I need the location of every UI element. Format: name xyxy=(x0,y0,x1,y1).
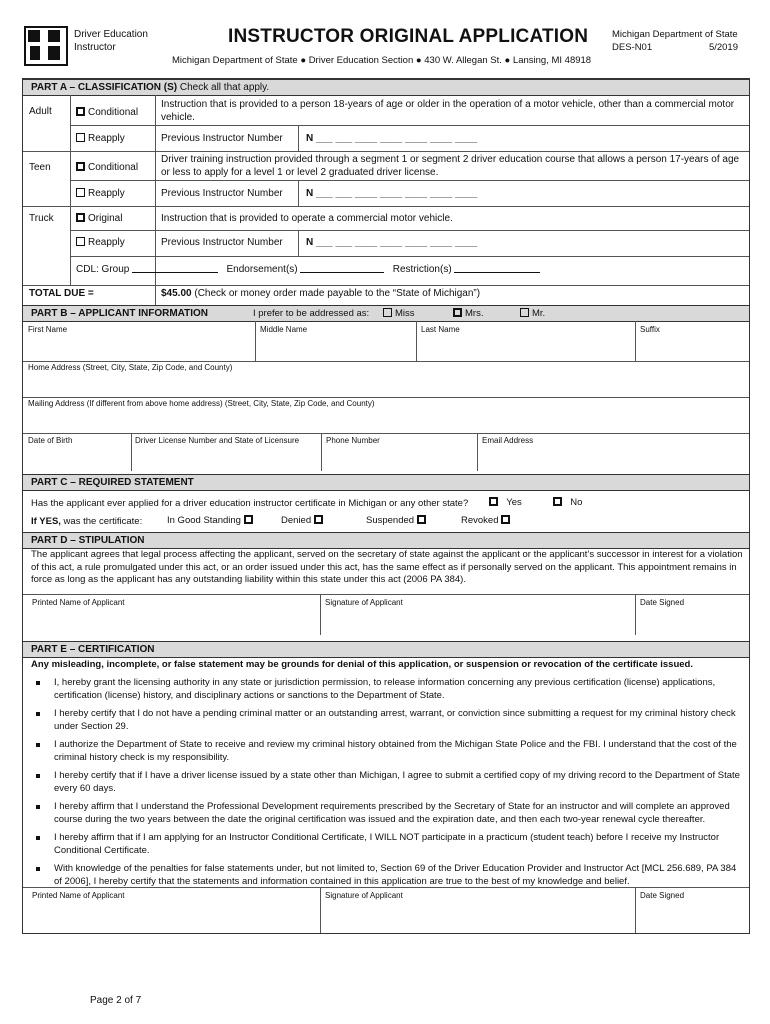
bullet-icon xyxy=(36,681,40,685)
phone-number-field[interactable]: Phone Number xyxy=(326,436,380,445)
checkbox-icon xyxy=(553,497,562,506)
bullet-icon xyxy=(36,712,40,716)
teen-reapply-checkbox[interactable]: Reapply xyxy=(76,188,125,199)
form-date: 5/2019 xyxy=(708,42,738,53)
part-d-printed-name-field[interactable]: Printed Name of Applicant xyxy=(32,598,125,607)
total-due-label: TOTAL DUE = xyxy=(29,288,94,299)
list-item: I authorize the Department of State to receive and review my criminal history obtained from the Michigan State Police and the FBI. I understand that the cost of the criminal history check is my responsibility. xyxy=(31,739,743,764)
middle-name-field[interactable]: Middle Name xyxy=(260,325,308,334)
checkbox-icon xyxy=(76,107,85,116)
checkbox-icon xyxy=(489,497,498,506)
previous-number-label: Previous Instructor Number xyxy=(161,237,283,248)
cdl-row: CDL: Group Endorsement(s) Restriction(s) xyxy=(76,263,540,275)
part-e-date-signed-field[interactable]: Date Signed xyxy=(640,891,685,900)
application-form xyxy=(22,78,750,934)
part-d-signature-field[interactable]: Signature of Applicant xyxy=(325,598,403,607)
good-standing-checkbox[interactable]: In Good Standing xyxy=(167,515,256,526)
mr-checkbox[interactable]: Mr. xyxy=(520,306,545,321)
teen-label: Teen xyxy=(29,162,51,173)
checkbox-icon xyxy=(501,515,510,524)
checkbox-icon xyxy=(76,213,85,222)
form-number: DES-N01 xyxy=(612,42,653,53)
list-item: I hereby certify that I do not have a pending criminal matter or an outstanding arrest, warrant, or conviction since submitting a request for my criminal history check under Section 29. xyxy=(31,708,743,733)
denied-checkbox[interactable]: Denied xyxy=(281,515,326,526)
truck-reapply-checkbox[interactable]: Reapply xyxy=(76,237,125,248)
adult-reapply-checkbox[interactable]: Reapply xyxy=(76,133,125,144)
agency-address: Michigan Department of State ● Driver Education Section ● 430 W. Allegan St. ● Lansing, MI 48918 xyxy=(172,55,592,66)
truck-description: Instruction that is provided to operate a commercial motor vehicle. xyxy=(161,213,453,224)
checkbox-icon xyxy=(244,515,253,524)
bullet-icon xyxy=(36,743,40,747)
list-item: I hereby affirm that if I am applying for an Instructor Conditional Certificate, I WILL NOT participate in a practicum (student teach) before I receive my Instructor Conditional Certificate. xyxy=(31,832,743,857)
part-e-signature-field[interactable]: Signature of Applicant xyxy=(325,891,403,900)
page-title: INSTRUCTOR ORIGINAL APPLICATION xyxy=(228,26,589,47)
adult-description: Instruction that is provided to a person 18-years of age or older in the operation of a motor vehicle, other than a commercial motor vehicle. xyxy=(161,99,735,123)
teen-description: Driver training instruction provided through a segment 1 or segment 2 driver education course that allows a person 17-years of age or less to apply for a level 1 or level 2 graduated driver license. xyxy=(161,154,740,178)
mailing-address-field[interactable]: Mailing Address (If different from above home address) (Street, City, State, Zip Code, and County) xyxy=(28,399,375,408)
last-name-field[interactable]: Last Name xyxy=(421,325,460,334)
adult-label: Adult xyxy=(29,106,52,117)
form-info: Michigan Department of State DES-N01 5/2019 xyxy=(612,29,738,53)
page-number: Page 2 of 7 xyxy=(90,995,142,1006)
program-name: Driver Education Instructor xyxy=(74,29,148,53)
yes-checkbox[interactable]: Yes xyxy=(489,497,522,508)
miss-checkbox[interactable]: Miss xyxy=(383,306,415,321)
part-e-printed-name-field[interactable]: Printed Name of Applicant xyxy=(32,891,125,900)
total-due-amount: $45.00 (Check or money order made payable to the “State of Michigan”) xyxy=(161,288,481,299)
checkbox-icon xyxy=(520,308,529,317)
driver-education-logo-icon xyxy=(24,26,68,66)
date-of-birth-field[interactable]: Date of Birth xyxy=(28,436,73,445)
part-a-heading: PART A – CLASSIFICATION (S) Check all that apply. xyxy=(23,79,749,96)
list-item: I, hereby grant the licensing authority in any state or jurisdiction permission, to release information concerning any previous certification (license) applications, certification (license) history, and disciplinary actions or sanctions to the Department of State. xyxy=(31,677,743,702)
no-checkbox[interactable]: No xyxy=(553,497,582,508)
list-item: I hereby certify that if I have a driver license issued by a state other than Michigan, I agree to submit a certified copy of my driving record to the Department of State every 60 days. xyxy=(31,770,743,795)
revoked-checkbox[interactable]: Revoked xyxy=(461,515,513,526)
teen-conditional-checkbox[interactable]: Conditional xyxy=(76,162,138,173)
suspended-checkbox[interactable]: Suspended xyxy=(366,515,429,526)
bullet-icon xyxy=(36,836,40,840)
previous-number-label: Previous Instructor Number xyxy=(161,133,283,144)
adult-previous-number-field[interactable]: N ___ ___ ____ ____ ____ ____ ____ xyxy=(306,133,478,144)
checkbox-icon xyxy=(76,188,85,197)
applied-before-question: Has the applicant ever applied for a driver education instructor certificate in Michigan or any other state? xyxy=(31,498,469,509)
truck-original-checkbox[interactable]: Original xyxy=(76,213,122,224)
part-d-date-signed-field[interactable]: Date Signed xyxy=(640,598,685,607)
certification-warning: Any misleading, incomplete, or false statement may be grounds for denial of this application, or suspension or revocation of the certificate issued. xyxy=(31,659,693,670)
part-e-heading: PART E – CERTIFICATION xyxy=(23,641,749,658)
bullet-icon xyxy=(36,774,40,778)
home-address-field[interactable]: Home Address (Street, City, State, Zip Code, and County) xyxy=(28,363,233,372)
checkbox-icon xyxy=(453,308,462,317)
email-address-field[interactable]: Email Address xyxy=(482,436,534,445)
list-item: I hereby affirm that I understand the Professional Development requirements prescribed by the Secretary of State for an instructor and will complete an approved course during the two years between the date the original certification was issued and the expiration date, and then each two-year renewal cycle thereafter. xyxy=(31,801,743,826)
first-name-field[interactable]: First Name xyxy=(28,325,68,334)
part-d-heading: PART D – STIPULATION xyxy=(23,532,749,549)
endorsements-field[interactable] xyxy=(300,263,384,273)
checkbox-icon xyxy=(76,237,85,246)
truck-previous-number-field[interactable]: N ___ ___ ____ ____ ____ ____ ____ xyxy=(306,237,478,248)
restrictions-field[interactable] xyxy=(454,263,540,273)
part-c-heading: PART C – REQUIRED STATEMENT xyxy=(23,474,749,491)
checkbox-icon xyxy=(76,162,85,171)
stipulation-text: The applicant agrees that legal process affecting the applicant, served on the secretary of state against the applicant or the applicant’s successor in interest for a violation of this act, a rule promulgated under this act, or an order issued under this act, has the same effect as if personally served on the applicant. This appointment remains in force as long as the applicant has any outstanding liability within this state under this act (2006 PA 384). xyxy=(31,549,743,585)
teen-previous-number-field[interactable]: N ___ ___ ____ ____ ____ ____ ____ xyxy=(306,188,478,199)
certification-list xyxy=(31,677,743,894)
checkbox-icon xyxy=(383,308,392,317)
list-item: With knowledge of the penalties for false statements under, but not limited to, Section 69 of the Driver Education Provider and Instructor Act [MCL 256.689, PA 384 of 2006], I hereby certify that the statements and information contained in this application are true to the best of my knowledge and belief. xyxy=(31,863,743,888)
bullet-icon xyxy=(36,805,40,809)
cdl-group-field[interactable] xyxy=(132,263,218,273)
truck-label: Truck xyxy=(29,213,54,224)
checkbox-icon xyxy=(314,515,323,524)
part-b-heading: PART B – APPLICANT INFORMATION I prefer to be addressed as: Miss Mrs. Mr. xyxy=(23,305,749,322)
suffix-field[interactable]: Suffix xyxy=(640,325,660,334)
driver-license-field[interactable]: Driver License Number and State of Licensure xyxy=(135,436,300,445)
checkbox-icon xyxy=(76,133,85,142)
bullet-icon xyxy=(36,867,40,871)
certificate-status-label: If YES, was the certificate: xyxy=(31,516,143,527)
previous-number-label: Previous Instructor Number xyxy=(161,188,283,199)
adult-conditional-checkbox[interactable]: Conditional xyxy=(76,107,138,118)
checkbox-icon xyxy=(417,515,426,524)
mrs-checkbox[interactable]: Mrs. xyxy=(453,306,483,321)
